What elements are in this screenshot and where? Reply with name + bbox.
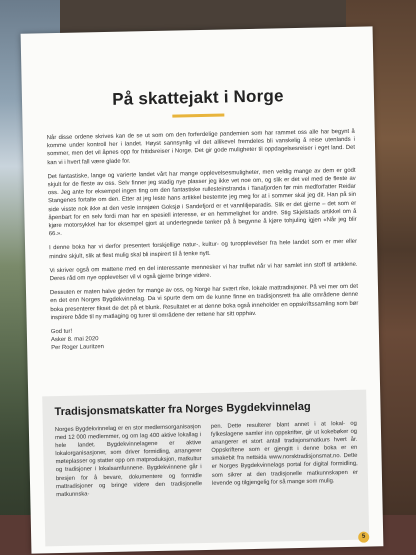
paragraph: Når disse ordene skrives kan de se ut som om den forferdelige pandemien som har rammet oss alle har begynt å komme under kontroll her i landet. Høyst sannsynlig vil det allikevel fremdeles bli vanskelig å reise utenlands i sommer, men det vil åpnes opp for fritidsreiser i Norge. Det gir gode muligheter til oppdagelsesreiser i eget land. Det kan vi i hvert fall være glade for. bbox=[46, 128, 356, 166]
article-body bbox=[22, 113, 379, 352]
info-box bbox=[42, 390, 369, 547]
signoff bbox=[51, 322, 359, 352]
info-box-column-right: pen. Dette resulterer blant annet i at lokal- og fylkeslagene samler inn oppskrifter, gir ut kokebøker og arrangerer et stort antall tradisjonsmatkurs hvert år. Oppskriftene som er gjengitt i denne boka er en smakebit fra nettsida www.norsktradisjonsmat.no. Dette er Norges Bygdekvinnelags portal for digital formidling, som sikrer at den tradisjonelle matkunnskapen er levende og tilgjengelig for så mange som mulig. bbox=[210, 420, 358, 487]
page-number-badge: 5 bbox=[358, 532, 369, 543]
paragraph: Dessuten er maten halve gleden for mange av oss, og Norge har svært rike, lokale mattradisjoner. På vei mer om det en det enn Norges Bygdekvinnelag. Da vi spurte dem om de kunne finne en tradisjonsrett fra alle områdene denne boka presenterer fikset de det på et blunk. Resultatet er at denne boka også inneholder en oppskriftssamling som bør inspirere både til ny matlaging og turer til områdene der rettene har sitt opphav. bbox=[49, 283, 359, 322]
paragraph: Vi skriver også om mattene med en del interessante mennesker vi har truffet når vi har samlet inn stoff til artiklene. Deres råd om nye opplevelser vil vi også gjerne bringe videre. bbox=[49, 261, 358, 283]
signoff-author: Per Roger Lauritzen bbox=[51, 344, 104, 352]
paragraph: I denne boka har vi derfor presentert forskjellige natur-, kultur- og turopplevelser fra hele landet som er mer eller mindre skjult, slik at flest mulig skal bli inspirert til å tenke nytt. bbox=[49, 239, 358, 260]
info-box-column-left: Norges Bygdekvinnelag er en stor medlemsorganisasjon med 12 000 medlemmer, og om lag 400 aktive lokallag i hele landet. Bygdekvinnelagene er aktive lokalorganisasjoner, som driver formidling, arrangerer møteplasser og statter opp om matproduksjon, matkultur og tradisjoner i lokalsamfunnene. Bygdekvinnene går i bresjen for å bevare, dokumentere og formidle mattradisjoner og bringe videre den tradisjonelle matkunnska- bbox=[54, 424, 203, 498]
signoff-greeting: God tur! bbox=[50, 328, 73, 336]
signoff-place-date: Asker 8. mai 2020 bbox=[50, 336, 99, 344]
book-page bbox=[21, 26, 384, 553]
page-title: På skattejakt i Norge bbox=[112, 86, 284, 109]
info-box-columns bbox=[55, 420, 358, 499]
info-box-title: Tradisjonsmatskatter fra Norges Bygdekvinnelag bbox=[54, 400, 311, 419]
paragraph: Det fantastiske, lange og varierte landet vårt har mange opplevelsesmuligheter, men veldig mange av dem er godt skjult for de fleste av oss. Selv finner jeg stadig nye plasser jeg ikke vet noe om, og slik er det vel med de fleste av oss. Jeg ante for eksempel ingen ting om den fantastiske rullesteinstranda i Tanafjorden før min medforfatter Reidar Stangenes fortalte om den. Etter at jeg leste hans artikkel bestemte jeg meg for at i sommer skal jeg dit. Han på sin side visste nok ikke at den vesle innsjøen Goksjø i Sandefjord er et vannliljeparadis. Slik er det gjerne – det som er åpenbart for en selv fordi man har en spesiell interesse, er en hemmelighet for andre. Stig Skjelstads artikkel om å kjøre motorsykkel har for eksempel gjort at undertegnede tenker på å begynne å kjøre tohjuling igjen «Når jeg blir 66.». bbox=[47, 167, 357, 238]
